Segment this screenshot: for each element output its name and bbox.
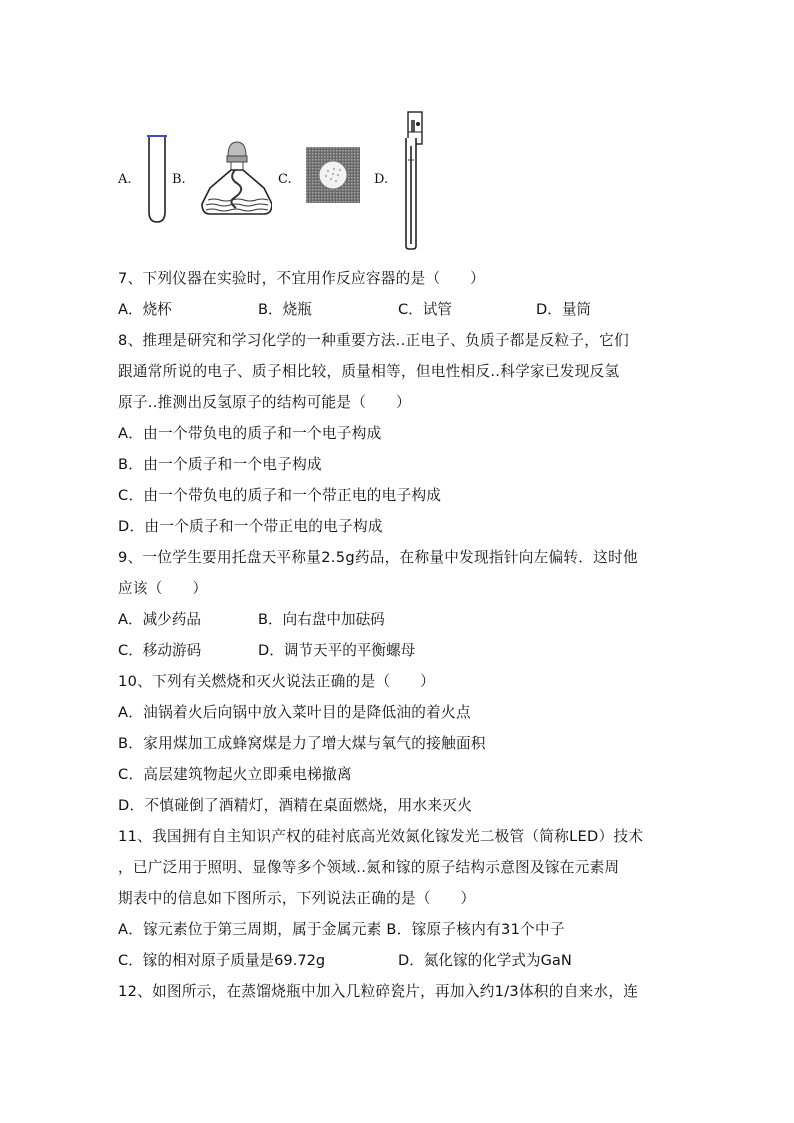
alcohol-lamp-icon — [200, 138, 272, 226]
q10-option-a: A．油锅着火后向锅中放入菜叶目的是降低油的着火点 — [118, 704, 471, 721]
q8-stem-line-1: 8、推理是研究和学习化学的一种重要方法..正电子、负质子都是反粒子，它们 — [118, 332, 629, 349]
q9-stem-line-2: 应该（ ） — [118, 580, 208, 597]
figure-label-c: C. — [278, 172, 292, 187]
q8-stem-line-2: 跟通常所说的电子、质子相比较，质量相等，但电性相反..科学家已发现反氢 — [118, 363, 620, 380]
test-tube-icon — [146, 134, 168, 228]
q7-option-a: A．烧杯 — [118, 301, 172, 318]
q7-option-d: D．量筒 — [536, 301, 592, 318]
q11-option-d: D．氮化镓的化学式为GaN — [398, 952, 572, 969]
q11-option-a-b: A．镓元素位于第三周期，属于金属元素 B．镓原子核内有31个中子 — [118, 921, 565, 938]
q11-stem-line-2: ，已广泛用于照明、显像等多个领域..氮和镓的原子结构示意图及镓在元素周 — [118, 859, 620, 876]
q10-option-b: B．家用煤加工成蜂窝煤是力了增大煤与氧气的接触面积 — [118, 735, 486, 752]
asbestos-gauze-icon — [306, 147, 360, 207]
q8-option-c: C．由一个带负电的质子和一个带正电的电子构成 — [118, 487, 442, 504]
q10-option-d: D．不慎碰倒了酒精灯，酒精在桌面燃烧，用水来灭火 — [118, 797, 473, 814]
figure-label-d: D. — [374, 172, 389, 187]
q9-stem-line-1: 9、一位学生要用托盘天平称量2.5g药品，在称量中发现指针向左偏转．这时他 — [118, 549, 638, 566]
q8-stem-line-3: 原子..推测出反氢原子的结构可能是（ ） — [118, 394, 411, 411]
figure-label-a: A. — [118, 172, 132, 187]
thermometer-icon — [396, 110, 426, 254]
q10-option-c: C．高层建筑物起火立即乘电梯撤离 — [118, 766, 352, 783]
figure-label-b: B. — [172, 172, 186, 187]
q9-option-b: B．向右盘中加砝码 — [258, 611, 385, 628]
q9-option-a: A．减少药品 — [118, 611, 201, 628]
q8-option-d: D．由一个质子和一个带正电的电子构成 — [118, 518, 383, 535]
q9-option-d: D．调节天平的平衡螺母 — [258, 642, 416, 659]
q10-stem: 10、下列有关燃烧和灭火说法正确的是（ ） — [118, 673, 436, 690]
q8-option-b: B．由一个质子和一个电子构成 — [118, 456, 322, 473]
q7-stem: 7、下列仪器在实验时，不宜用作反应容器的是（ ） — [118, 270, 486, 287]
q7-option-c: C．试管 — [398, 301, 452, 318]
apparatus-figure-row — [118, 128, 448, 253]
q8-option-a: A．由一个带负电的质子和一个电子构成 — [118, 425, 382, 442]
q11-stem-line-3: 期表中的信息如下图所示，下列说法正确的是（ ） — [118, 890, 476, 907]
q7-option-b: B．烧瓶 — [258, 301, 312, 318]
q11-option-c: C．镓的相对原子质量是69.72g — [118, 952, 326, 969]
q12-stem: 12、如图所示，在蒸馏烧瓶中加入几粒碎瓷片，再加入约1/3体积的自来水，连 — [118, 983, 639, 1000]
q9-option-c: C．移动游码 — [118, 642, 202, 659]
q11-stem-line-1: 11、我国拥有自主知识产权的硅衬底高光效氮化镓发光二极管（简称LED）技术 — [118, 828, 644, 845]
